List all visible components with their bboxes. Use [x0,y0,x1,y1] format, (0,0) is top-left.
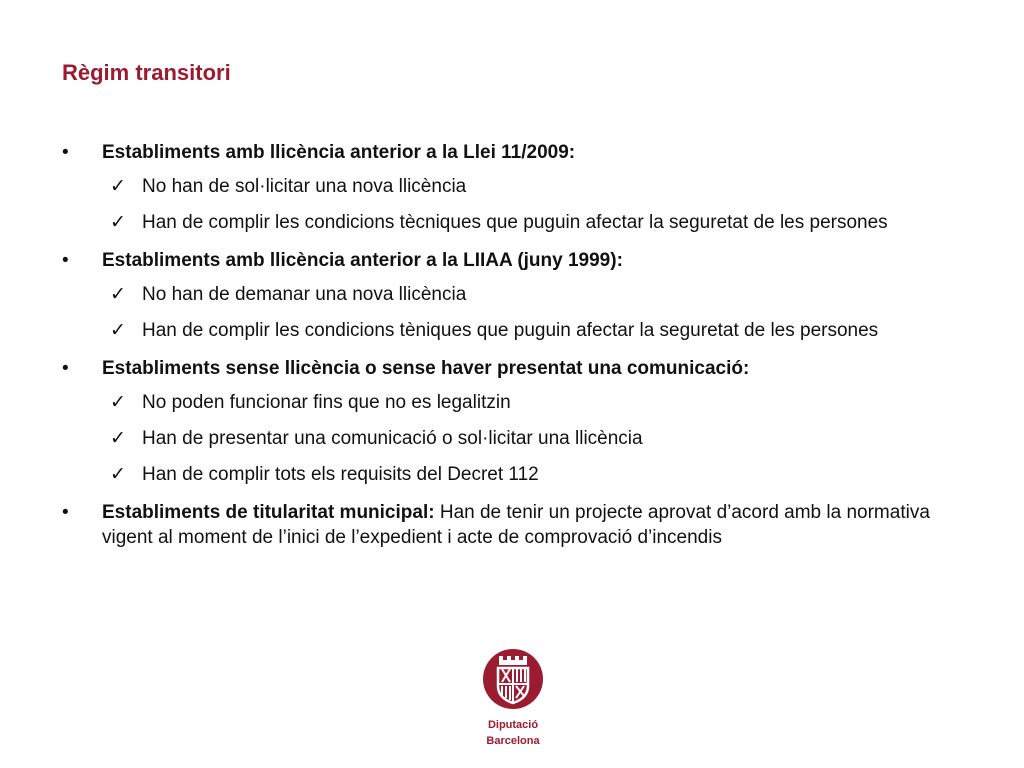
sub-item-text: No han de sol·licitar una nova llicència [142,176,467,197]
bullet-list [62,140,962,563]
sub-item-text: Han de complir les condicions tècniques que puguin afectar la seguretat de les persones [142,212,888,233]
bullet-heading: Establiments amb llicència anterior a la LIIAA (juny 1999): [102,250,623,271]
checkmark-icon: ✓ [110,428,126,449]
sub-item-text: Han de presentar una comunicació o sol·licitar una llicència [142,428,643,449]
sub-list [102,390,962,487]
bullet-icon: • [62,142,69,163]
checkmark-icon: ✓ [110,392,126,413]
sub-list [102,282,962,343]
bullet-text: Han de tenir un projecte aprovat d’acord amb la normativa vigent al moment de l’inici de l’expedient i acte de comprovació d’incendis [102,502,930,548]
bullet-item [62,356,962,487]
checkmark-icon: ✓ [110,212,126,233]
sub-item [102,282,962,307]
sub-item-text: No han de demanar una nova llicència [142,284,467,305]
bullet-heading: Establiments sense llicència o sense haver presentat una comunicació: [102,358,750,379]
coat-of-arms-icon [482,648,544,710]
logo-text-line2: Barcelona [486,735,540,747]
bullet-item [62,140,962,235]
sub-item [102,174,962,199]
sub-item-text: Han de complir les condicions tèniques que puguin afectar la seguretat de les persones [142,320,879,341]
bullet-item [62,500,962,550]
logo-text-line1: Diputació [487,719,539,731]
checkmark-icon: ✓ [110,464,126,485]
sub-item [102,390,962,415]
checkmark-icon: ✓ [110,176,126,197]
sub-item [102,462,962,487]
sub-item [102,426,962,451]
sub-list [102,174,962,235]
page-title: Règim transitori [62,60,231,85]
sub-item-text: No poden funcionar fins que no es legalitzin [142,392,511,413]
checkmark-icon: ✓ [110,320,126,341]
sub-item-text: Han de complir tots els requisits del Decret 112 [142,464,539,485]
bullet-icon: • [62,502,69,523]
bullet-heading: Establiments de titularitat municipal: [102,502,435,523]
bullet-item [62,248,962,343]
sub-item [102,318,962,343]
bullet-heading: Establiments amb llicència anterior a la Llei 11/2009: [102,142,576,163]
bullet-icon: • [62,358,69,379]
sub-item [102,210,962,235]
bullet-icon: • [62,250,69,271]
diputacio-barcelona-logo [482,648,544,747]
checkmark-icon: ✓ [110,284,126,305]
